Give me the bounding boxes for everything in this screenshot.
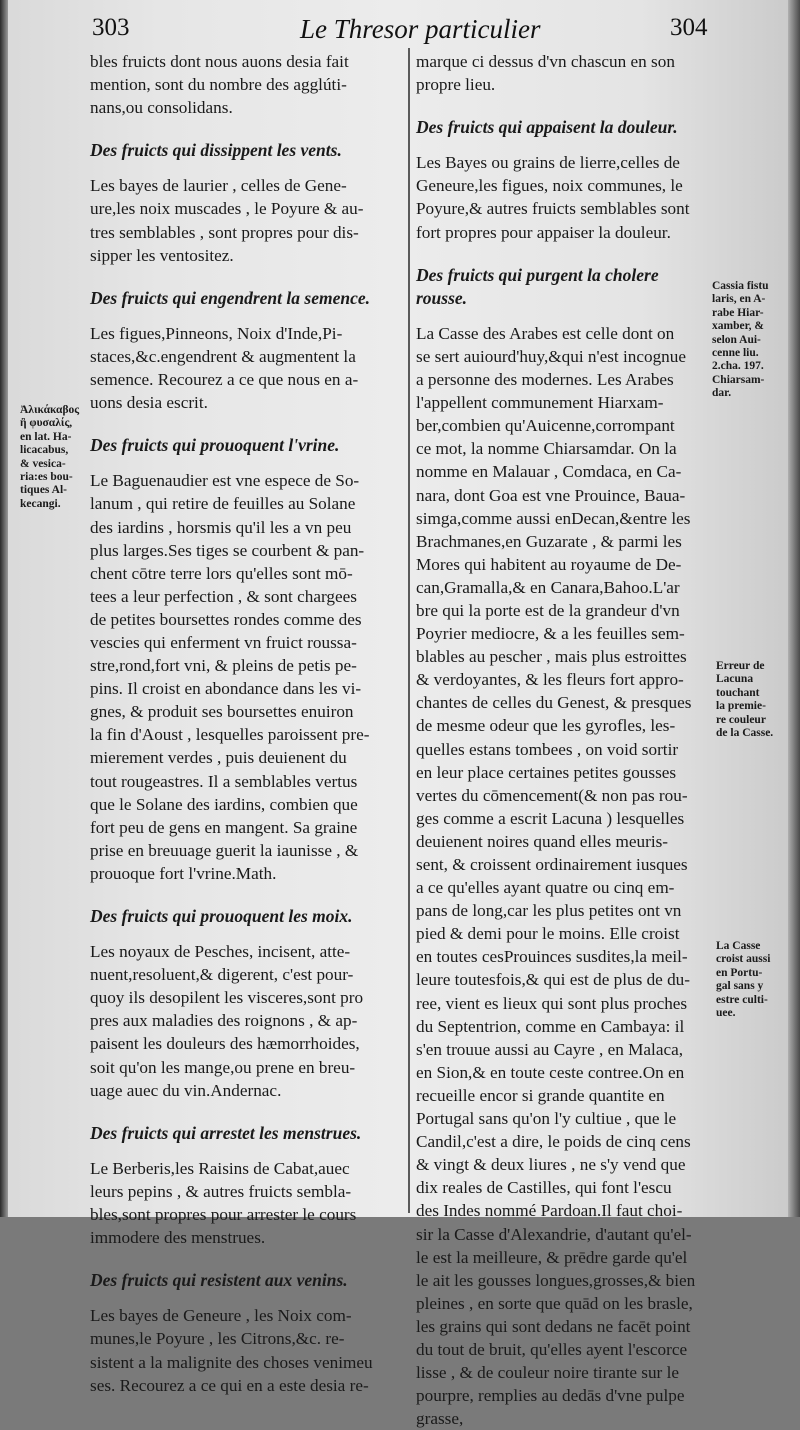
text-line: Poyrier mediocre, & a les feuilles sem- (416, 624, 685, 644)
text-line: blables au pescher , mais plus estroittes (416, 647, 687, 667)
margin-note-line: rabe Hiar- (712, 306, 764, 319)
margin-note-line: de la Casse. (716, 727, 774, 740)
margin-note-line: gal sans y (716, 980, 764, 993)
text-line: l'appellent communement Hiarxam- (416, 393, 664, 413)
text-line: quelles estans tombees , on void sortir (416, 739, 679, 759)
text-line: simga,comme aussi enDecan,&entre les (416, 508, 691, 528)
text-line: pins. Il croist en abondance dans les vi- (90, 679, 362, 699)
text-line: le ait les gousses longues,grosses,& bien (416, 1270, 696, 1290)
text-line: en leur place certaines petites gousses (416, 762, 677, 782)
text-line: propre lieu. (416, 75, 496, 95)
text-line: Les noyaux de Pesches, incisent, atte- (90, 942, 351, 962)
text-line: paisent les douleurs des hæmorrhoides, (90, 1034, 360, 1054)
running-header (0, 6, 800, 46)
margin-note-line: xamber, & (712, 320, 764, 333)
text-line: du tout de bruit, qu'elles ayent l'escorce (416, 1339, 688, 1359)
text-line: sipper les ventositez. (90, 245, 234, 265)
right-page-number: 304 (670, 14, 708, 41)
section-heading: Des fruicts qui appaisent la douleur. (416, 117, 678, 138)
margin-note-line: kecangi. (20, 497, 61, 510)
text-line: Mores qui habitent au royaume de De- (416, 554, 682, 574)
text-line: la fin d'Aoust , lesquelles paroissent pre- (90, 725, 370, 745)
text-line: sistent a la malignite des choses venimeu (90, 1352, 373, 1372)
running-title: Le Thresor particulier (300, 14, 541, 44)
text-line: nuent,resoluent,& digerent, c'est pour- (90, 965, 354, 985)
margin-note-line: estre culti- (716, 993, 768, 1006)
text-line: que le Solane des iardins, combien que (90, 794, 358, 814)
margin-note-line: Lacuna (716, 673, 754, 686)
margin-note-line: licacabus, (20, 444, 69, 457)
page-shadow-left (0, 0, 8, 1217)
text-line: a ce qu'elles ayant quatre ou cinq em- (416, 878, 675, 898)
text-line: immodere des menstrues. (90, 1228, 266, 1248)
text-line: Les bayes de Geneure , les Noix com- (90, 1306, 352, 1326)
text-line: vescies qui enferment vn fruict roussa- (90, 632, 357, 652)
margin-note-line: en lat. Ha- (20, 430, 72, 443)
text-line: staces,&c.engendrent & augmentent la (90, 346, 356, 366)
text-line: marque ci dessus d'vn chascun en son (416, 52, 675, 71)
right-text-column (416, 50, 710, 1430)
margin-note-line: tiques Al- (20, 484, 67, 497)
text-line: bles,sont propres pour arrester le cours (90, 1205, 357, 1225)
text-line: uage auec du vin.Andernac. (90, 1080, 282, 1100)
text-line: uons desia escrit. (90, 393, 208, 413)
text-line: ges comme a escrit Lacuna ) lesquelles (416, 808, 685, 828)
text-line: Les Bayes ou grains de lierre,celles de (416, 153, 680, 173)
margin-note-line: uee. (716, 1007, 736, 1020)
text-line: ber,combien qu'Auicenne,corrompant (416, 416, 675, 436)
text-line: les grains qui sont dedans ne facēt point (416, 1316, 691, 1336)
text-line: pourpre, remplies au dedās d'vne pulpe (416, 1386, 685, 1406)
text-line: prouoque fort l'vrine.Math. (90, 863, 277, 883)
text-line: des Indes nommé Pardoan.Il faut choi- (416, 1201, 683, 1221)
text-line: leurs pepins , & autres fruicts sembla- (90, 1181, 352, 1201)
text-line: ure,les noix muscades , le Poyure & au- (90, 199, 364, 219)
margin-note-line: Erreur de (716, 660, 765, 672)
text-line: mention, sont du nombre des agglúti- (90, 75, 347, 95)
text-line: pied & demi pour le moins. Elle croist (416, 924, 680, 944)
text-line: sir la Casse d'Alexandrie, d'autant qu'el- (416, 1224, 692, 1244)
text-line: se sert auiourd'huy,&qui n'est incognue (416, 346, 686, 366)
section-heading: Des fruicts qui resistent aux venins. (90, 1270, 348, 1291)
text-line: pleines , en sorte que quād on les brasle, (416, 1293, 693, 1313)
margin-note-line: laris, en A- (712, 293, 766, 306)
margin-note-line: en Portu- (716, 966, 763, 979)
text-line: leure toutesfois,& qui est de plus de du- (416, 970, 690, 990)
text-line: des iardins , horsmis qu'il les a vn peu (90, 517, 352, 537)
section-heading: Des fruicts qui engendrent la semence. (90, 287, 370, 308)
text-line: ree, vient es lieux qui sont plus proches (416, 993, 688, 1013)
text-line: Les figues,Pinneons, Noix d'Inde,Pi- (90, 323, 343, 343)
section-heading: rousse. (416, 287, 468, 308)
text-line: sent, & croissent ordinairement iusques (416, 855, 688, 874)
text-line: Le Berberis,les Raisins de Cabat,auec (90, 1158, 350, 1178)
text-line: vertes du cōmencement(& non pas rou- (416, 785, 688, 805)
text-line: chent cōtre terre lors qu'elles sont mō- (90, 563, 353, 583)
margin-note-line: Chiarsam- (712, 373, 765, 386)
text-line: pres aux maladies des roignons , & ap- (90, 1011, 358, 1031)
text-line: Les bayes de laurier , celles de Gene- (90, 176, 347, 196)
text-line: s'en trouue aussi au Cayre , en Malaca, (416, 1039, 684, 1059)
text-line: bre qui la porte est de la grandeur d'vn (416, 600, 680, 620)
text-line: Candil,c'est a dire, le poids de cinq cens (416, 1132, 691, 1152)
text-line: nans,ou consolidans. (90, 98, 233, 118)
margin-note-line: & vesica- (20, 457, 66, 470)
text-line: grasse, (416, 1409, 464, 1429)
margin-note-line: croist aussi (716, 953, 771, 966)
right-margin-note-lacuna (716, 660, 791, 740)
text-line: Le Baguenaudier est vne espece de So- (90, 471, 360, 491)
text-line: deuienent noires quand elles meuris- (416, 831, 669, 851)
text-line: ses. Recourez a ce qui en a este desia re- (90, 1375, 369, 1395)
text-line: en Sion,& en toute ceste contree.On en (416, 1062, 685, 1082)
section-heading: Des fruicts qui arrestet les menstrues. (90, 1122, 362, 1143)
margin-note-line: re couleur (716, 713, 766, 726)
text-line: en toutes cesProuinces susdites,la meil- (416, 947, 688, 967)
text-line: Poyure,& autres fruicts semblables sont (416, 199, 690, 219)
text-line: tout rougeastres. Il a semblables vertus (90, 771, 358, 791)
section-heading: Des fruicts qui prouoquent l'vrine. (90, 435, 340, 456)
text-line: recueille encor si grande quantite en (416, 1085, 665, 1105)
left-margin-note (20, 404, 90, 511)
text-line: pans de long,car les plus petites ont vn (416, 901, 682, 921)
text-line: nara, dont Goa est vne Prouince, Baua- (416, 485, 686, 505)
text-line: gnes, & produit ses boursettes enuiron (90, 702, 354, 722)
text-line: semence. Recourez a ce que nous en a- (90, 370, 359, 390)
section-heading: Des fruicts qui dissippent les vents. (90, 140, 342, 161)
section-heading: Des fruicts qui prouoquent les moix. (90, 906, 353, 926)
text-line: a personne des modernes. Les Arabes (416, 370, 674, 390)
text-line: chantes de celles du Genest, & presques (416, 693, 692, 713)
margin-note-line: 2.cha. 197. (712, 360, 764, 373)
column-rule (408, 48, 410, 1213)
text-line: munes,le Poyure , les Citrons,&c. re- (90, 1329, 345, 1349)
text-line: le est la meilleure, & prēdre garde qu'el (416, 1247, 688, 1267)
margin-note-line: Cassia fistu (712, 280, 769, 292)
text-line: du Septentrion, comme en Cambaya: il (416, 1016, 685, 1036)
text-line: prise en breuuage guerit la iaunisse , & (90, 840, 359, 860)
text-line: lisse , & de couleur noire tirante sur le (416, 1363, 679, 1383)
text-line: de petites boursettes rondes comme des (90, 609, 362, 629)
text-line: lanum , qui retire de feuilles au Solane (90, 494, 356, 514)
text-line: plus larges.Ses tiges se courbent & pan- (90, 540, 365, 560)
text-line: quoy ils desopilent les visceres,sont pro (90, 988, 364, 1008)
text-line: can,Gramalla,& en Canara,Bahoo.L'ar (416, 577, 680, 597)
margin-note-line: ἢ φυσαλίς, (20, 417, 73, 430)
margin-note-line: dar. (712, 387, 732, 400)
margin-note-line: Ἀλικάκαβος (20, 404, 80, 416)
right-margin-note-portugal (716, 940, 791, 1020)
right-margin-note-cassia (712, 280, 787, 401)
text-line: mierement verdes , puis deuienent du (90, 748, 347, 768)
margin-note-line: selon Aui- (712, 333, 761, 346)
text-line: & verdoyantes, & les fleurs fort appro- (416, 670, 684, 690)
page-shadow-right (788, 0, 800, 1217)
text-line: nomme en Malauar , Comdaca, en Ca- (416, 462, 682, 482)
margin-note-line: la premie- (716, 700, 766, 713)
text-line: de mesme odeur que les gyrofles, les- (416, 716, 676, 736)
text-line: Brachmanes,en Guzarate , & parmi les (416, 531, 682, 551)
text-line: stre,rond,fort vni, & pleins de petis pe- (90, 656, 357, 676)
text-line: soit qu'on les mange,ou prene en breu- (90, 1057, 356, 1077)
text-line: & vingt & deux liures , ne s'y vend que (416, 1155, 686, 1175)
text-line: tres semblables , sont propres pour dis- (90, 222, 359, 242)
margin-note-line: touchant (716, 686, 760, 699)
margin-note-line: cenne liu. (712, 347, 759, 360)
text-line: ce mot, la nomme Chiarsamdar. On la (416, 439, 677, 459)
margin-note-line: La Casse (716, 940, 761, 952)
text-line: Geneure,les figues, noix communes, le (416, 176, 683, 196)
text-line: La Casse des Arabes est celle dont on (416, 323, 675, 343)
text-line: bles fruicts dont nous auons desia fait (90, 52, 349, 71)
text-line: Portugal sans qu'on l'y cultiue , que le (416, 1109, 677, 1129)
left-text-column (90, 50, 404, 1397)
left-page-number: 303 (92, 14, 130, 41)
text-line: fort peu de gens en mangent. Sa graine (90, 817, 358, 837)
text-line: tees a leur perfection , & sont chargees (90, 586, 357, 606)
text-line: dix reales de Castilles, qui font l'escu (416, 1178, 672, 1198)
text-line: fort propres pour appaiser la douleur. (416, 222, 671, 242)
margin-note-line: ria:es bou- (20, 471, 73, 484)
section-heading: Des fruicts qui purgent la cholere (416, 264, 659, 285)
